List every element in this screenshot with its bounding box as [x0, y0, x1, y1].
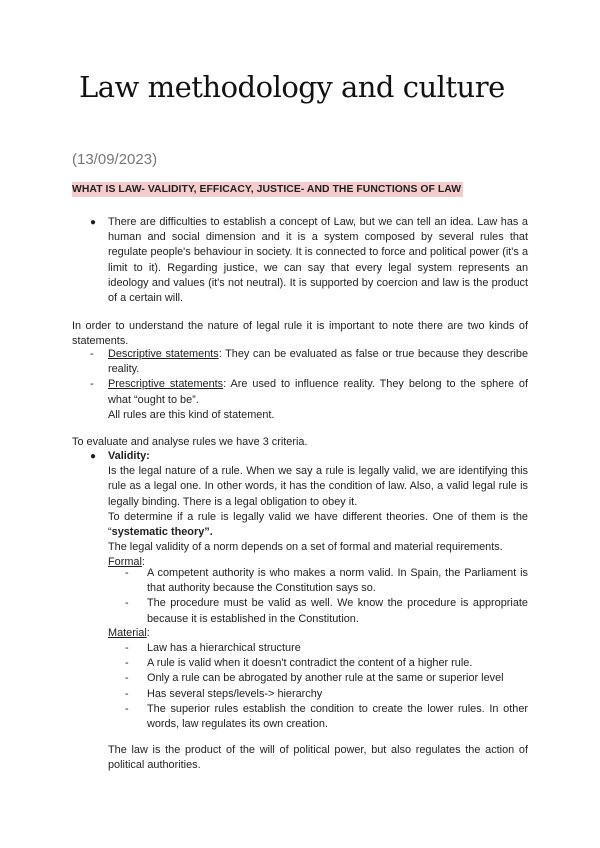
statement-text: : Are used to influence reality. They belong to the sphere of what “ought to be”. [108, 378, 528, 406]
formal-label: Formal [108, 556, 142, 569]
material-item-text: A rule is valid when it doesn't contradict the content of a higher rule. [147, 657, 473, 670]
statements-note: All rules are this kind of statement. [108, 408, 275, 421]
material-list [125, 641, 528, 732]
document-date: (13/09/2023) [72, 151, 158, 168]
validity-label: Validity: [108, 450, 150, 462]
list-item [125, 596, 528, 626]
formal-list [125, 566, 528, 627]
list-item [125, 702, 528, 732]
material-item-text: Only a rule can be abrogated by another rule at the same or superior level [147, 672, 504, 685]
material-item-text: The superior rules establish the condition to create the lower rules. In other words, law regulates its own creation. [147, 702, 528, 731]
formal-item-text: A competent authority is who makes a norm valid. In Spain, the Parliament is that authority because the Constitution says so. [147, 567, 528, 595]
statement-term: Prescriptive statements [108, 378, 224, 391]
section-heading: WHAT IS LAW- VALIDITY, EFFICACY, JUSTICE- AND THE FUNCTIONS OF LAW [72, 184, 462, 195]
theory-text-end: ”. [204, 526, 213, 539]
material-label: Material [108, 627, 147, 639]
statements-intro: In order to understand the nature of legal rule it is important to note there are two kinds of statements. [72, 320, 528, 348]
dash-icon: - [125, 597, 129, 610]
intro-bullet [90, 215, 528, 306]
dash-icon: - [90, 378, 94, 391]
bullet-icon: ● [90, 217, 97, 228]
validity-theory [108, 510, 528, 540]
list-item [125, 687, 528, 702]
validity-bullet [90, 449, 528, 571]
dash-icon: - [125, 567, 129, 579]
statement-term: Descriptive statements [108, 348, 219, 360]
list-item [125, 656, 528, 671]
formal-item-text: The procedure must be valid as well. We know the procedure is appropriate because it is established in the Constitution. [147, 597, 528, 625]
statements-list [90, 347, 528, 423]
list-item [125, 671, 528, 686]
dash-icon: - [125, 672, 129, 685]
list-item [90, 377, 528, 407]
dash-icon: - [125, 687, 129, 700]
theory-text-start: To determine if a rule is legally valid we have different theories. One of them is the “ [108, 510, 528, 539]
list-item [90, 347, 528, 377]
validity-requirements: The legal validity of a norm depends on a set of formal and material requirements. [108, 541, 503, 554]
intro-bullet-text: There are difficulties to establish a concept of Law, but we can tell an idea. Law has a human and social dimension and it is a system composed by several rules that regulate people's behaviour in society. It is connected to force and political power (it's a limit to it). Regarding justice, we can say that every legal system represents an ideology and values (it's not neutral). It is supported by coercion and law is the product of a certain will. [108, 216, 528, 305]
dash-icon: - [125, 657, 129, 670]
material-heading [108, 626, 150, 641]
list-item [125, 566, 528, 596]
dash-icon: - [125, 642, 129, 654]
statements-note-row [90, 408, 528, 423]
criteria-intro: To evaluate and analyse rules we have 3 criteria. [72, 436, 308, 448]
material-colon: : [146, 627, 150, 639]
material-item-text: Has several steps/levels-> hierarchy [147, 687, 323, 700]
validity-definition: Is the legal nature of a rule. When we say a rule is legally valid, we are identifying this rule as a legal one. In other words, it has the condition of law. Also, a valid legal rule is legally binding. There is a legal obligation to obey it. [108, 465, 528, 508]
list-item [125, 641, 528, 656]
theory-name: systematic theory [111, 526, 205, 539]
statement-text: : They can be evaluated as false or true because they describe reality. [108, 348, 529, 376]
dash-icon: - [90, 348, 94, 360]
dash-icon: - [125, 702, 129, 715]
material-item-text: Law has a hierarchical structure [147, 642, 301, 654]
formal-colon: : [141, 556, 145, 569]
document-title: Law methodology and culture [79, 70, 505, 104]
bullet-icon: ● [90, 451, 97, 462]
closing-paragraph: The law is the product of the will of political power, but also regulates the action of political authorities. [108, 744, 528, 772]
